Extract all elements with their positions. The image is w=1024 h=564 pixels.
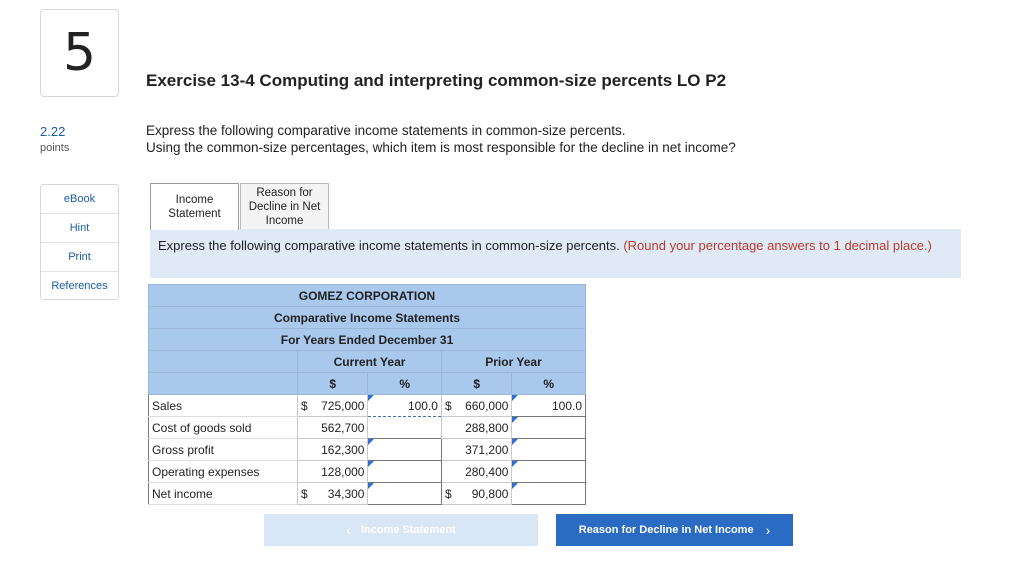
statement-period: For Years Ended December 31 bbox=[149, 329, 586, 351]
prior-amount: 280,400 bbox=[441, 461, 511, 483]
dollar-sign: $ bbox=[444, 398, 452, 413]
current-amount: $ 725,000 bbox=[298, 395, 368, 417]
prior-pct-input[interactable] bbox=[512, 461, 586, 483]
current-pct-input[interactable] bbox=[368, 439, 442, 461]
print-link[interactable]: Print bbox=[41, 243, 118, 272]
company-name: GOMEZ CORPORATION bbox=[149, 285, 586, 307]
table-row bbox=[149, 439, 586, 461]
table-row bbox=[149, 461, 586, 483]
row-label: Operating expenses bbox=[149, 461, 298, 483]
dollar-sign: $ bbox=[444, 486, 452, 501]
chevron-right-icon: › bbox=[765, 522, 771, 538]
row-label: Cost of goods sold bbox=[149, 417, 298, 439]
tab-reason-for-decline[interactable]: Reason for Decline in Net Income bbox=[240, 183, 329, 229]
prior-amount: 371,200 bbox=[441, 439, 511, 461]
table-row bbox=[149, 483, 586, 505]
dollar-sign: $ bbox=[301, 486, 308, 501]
next-tab-label: Reason for Decline in Net Income bbox=[578, 524, 754, 536]
row-label: Net income bbox=[149, 483, 298, 505]
exercise-instructions bbox=[146, 122, 736, 156]
current-pct-header: % bbox=[368, 373, 442, 395]
question-number: 5 bbox=[40, 9, 119, 97]
prior-amount: $ 90,800 bbox=[441, 483, 511, 505]
current-pct-input[interactable] bbox=[368, 417, 442, 439]
prev-tab-button[interactable] bbox=[264, 514, 538, 546]
prev-tab-label: Income Statement bbox=[360, 524, 456, 536]
side-nav bbox=[40, 184, 119, 300]
current-dollar-header: $ bbox=[298, 373, 368, 395]
next-tab-button[interactable] bbox=[556, 514, 793, 546]
points-value: 2.22 bbox=[40, 124, 66, 139]
row-label: Sales bbox=[149, 395, 298, 417]
current-pct-input[interactable] bbox=[368, 483, 442, 505]
hint-link[interactable]: Hint bbox=[41, 214, 118, 243]
row-label: Gross profit bbox=[149, 439, 298, 461]
tab-bar bbox=[150, 183, 329, 230]
points-label: points bbox=[40, 142, 70, 154]
income-statement-table bbox=[148, 284, 586, 505]
current-pct-input[interactable]: 100.0 bbox=[368, 395, 442, 417]
dollar-sign: $ bbox=[301, 398, 308, 413]
current-amount: 162,300 bbox=[298, 439, 368, 461]
current-amount: $ 34,300 bbox=[298, 483, 368, 505]
statement-title: Comparative Income Statements bbox=[149, 307, 586, 329]
prior-dollar-header: $ bbox=[441, 373, 511, 395]
table-row bbox=[149, 417, 586, 439]
prior-pct-input[interactable]: 100.0 bbox=[512, 395, 586, 417]
blank-header bbox=[149, 373, 298, 395]
instruction-line-2: Using the common-size percentages, which item is most responsible for the decline in net income? bbox=[146, 140, 736, 155]
instruction-box-text: Express the following comparative income statements in common-size percents. bbox=[158, 238, 620, 253]
current-amount: 562,700 bbox=[298, 417, 368, 439]
instruction-box bbox=[150, 229, 961, 278]
instruction-line-1: Express the following comparative income statements in common-size percents. bbox=[146, 123, 626, 138]
prior-amount: 288,800 bbox=[441, 417, 511, 439]
prior-pct-input[interactable] bbox=[512, 439, 586, 461]
exercise-title: Exercise 13-4 Computing and interpreting common-size percents LO P2 bbox=[146, 71, 727, 90]
chevron-left-icon: ‹ bbox=[346, 522, 351, 538]
prior-pct-header: % bbox=[512, 373, 586, 395]
ebook-link[interactable]: eBook bbox=[41, 185, 118, 214]
current-amount: 128,000 bbox=[298, 461, 368, 483]
prior-pct-input[interactable] bbox=[512, 483, 586, 505]
table-row bbox=[149, 395, 586, 417]
current-year-header: Current Year bbox=[298, 351, 442, 373]
rounding-hint: (Round your percentage answers to 1 decimal place.) bbox=[623, 238, 932, 253]
tab-income-statement[interactable]: Income Statement bbox=[150, 183, 239, 230]
references-link[interactable]: References bbox=[51, 279, 108, 292]
prior-amount: $ 660,000 bbox=[441, 395, 511, 417]
current-pct-input[interactable] bbox=[368, 461, 442, 483]
blank-header bbox=[149, 351, 298, 373]
prior-year-header: Prior Year bbox=[441, 351, 585, 373]
prior-pct-input[interactable] bbox=[512, 417, 586, 439]
